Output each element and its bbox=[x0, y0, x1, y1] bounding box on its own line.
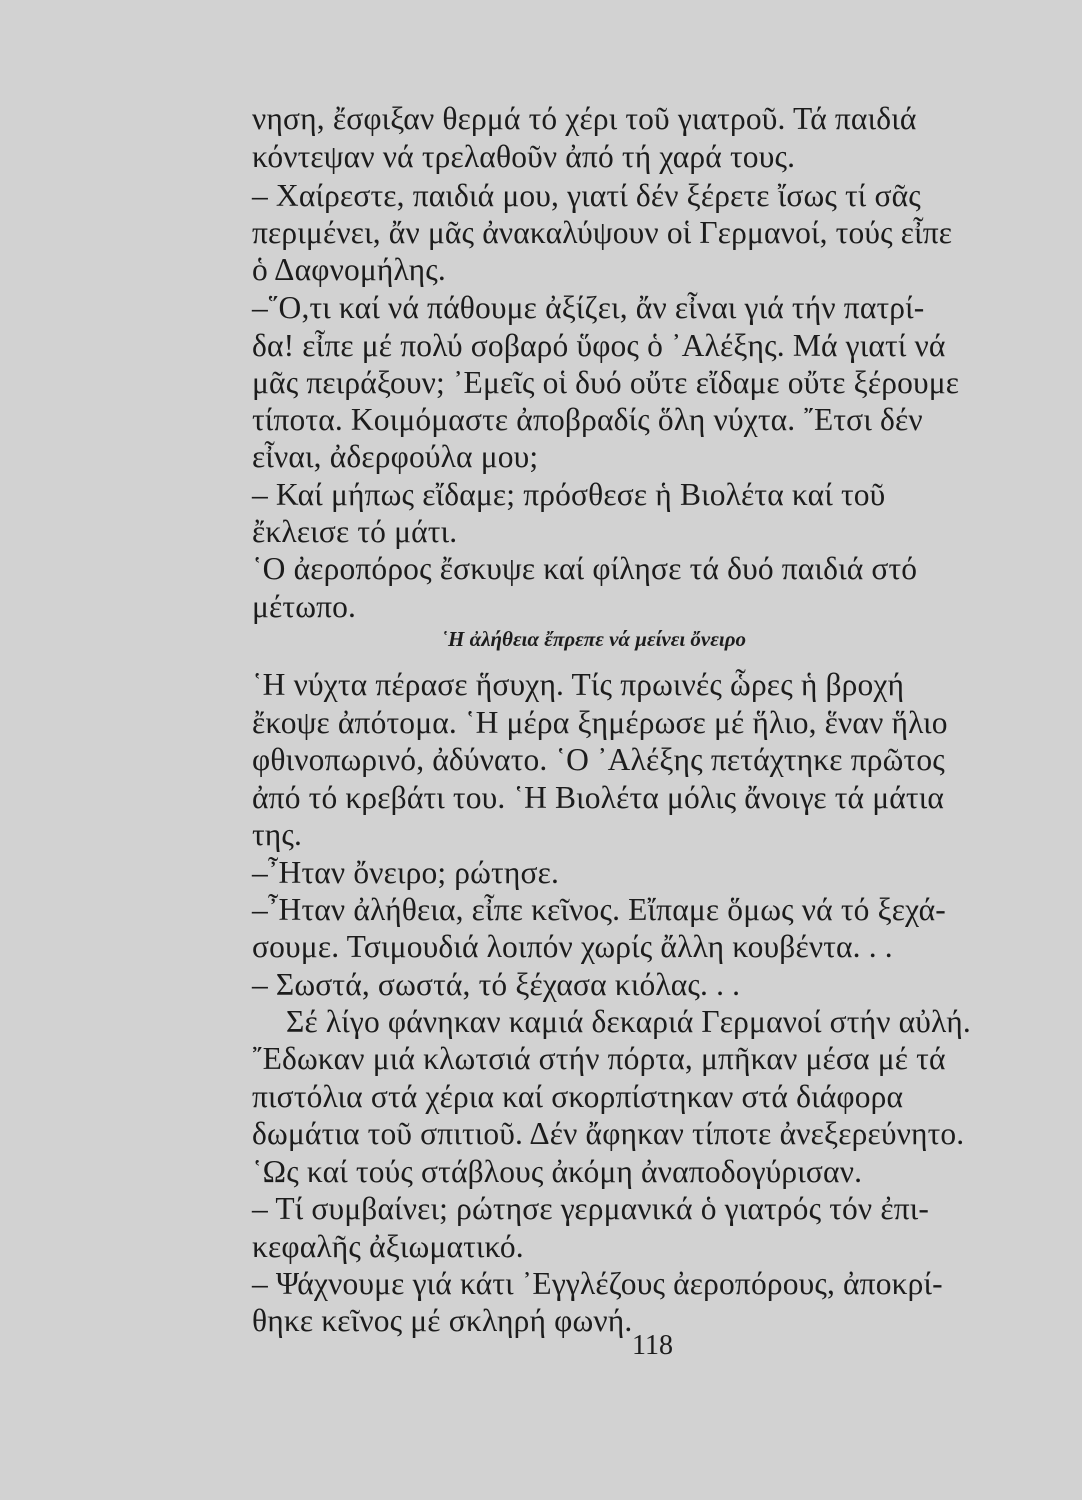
text-line: δωμάτια τοῦ σπιτιοῦ. Δέν ἄφηκαν τίποτε ἀνεξερεύνητο. bbox=[252, 1116, 965, 1151]
text-line: ἀπό τό κρεβάτι του. ῾Η Βιολέτα μόλις ἄνοιγε τά μάτια bbox=[252, 780, 944, 815]
text-line: πιστόλια στά χέρια καί σκορπίστηκαν στά διάφορα bbox=[252, 1079, 904, 1114]
text-line: εἶναι, ἀδερφούλα μου; bbox=[252, 439, 539, 474]
text-line: – Καί μήπως εἴδαμε; πρόσθεσε ἡ Βιολέτα καί τοῦ bbox=[252, 477, 886, 512]
text-line: κεφαλῆς ἀξιωματικό. bbox=[252, 1229, 524, 1264]
text-line: φθινοπωρινό, ἀδύνατο. ῾Ο ᾿Αλέξης πετάχτηκε πρῶτος bbox=[252, 742, 945, 777]
text-line: νηση, ἔσφιξαν θερμά τό χέρι τοῦ γιατροῦ. Τά παιδιά bbox=[252, 101, 917, 136]
text-line: –῏Ηταν ἀλήθεια, εἶπε κεῖνος. Εἴπαμε ὅμως νά τό ξεχά- bbox=[252, 892, 946, 927]
text-line: ὁ Δαφνομήλης. bbox=[252, 252, 446, 287]
text-line: μέτωπο. bbox=[252, 589, 357, 624]
text-line: τίποτα. Κοιμόμαστε ἀποβραδίς ὅλη νύχτα. ῎Ετσι δέν bbox=[252, 402, 923, 437]
text-line: σουμε. Τσιμουδιά λοιπόν χωρίς ἄλλη κουβέντα. . . bbox=[252, 929, 893, 964]
text-line: ῾Ο ἀεροπόρος ἔσκυψε καί φίλησε τά δυό παιδιά στό bbox=[252, 551, 918, 586]
text-line: ῾Η νύχτα πέρασε ἥσυχη. Τίς πρωινές ὧρες ἡ βροχή bbox=[252, 667, 905, 702]
section-heading: ῾Η ἀλήθεια ἔπρεπε νά μείνει ὄνειρο bbox=[441, 627, 747, 651]
text-line: ῎Εδωκαν μιά κλωτσιά στήν πόρτα, μπῆκαν μέσα μέ τά bbox=[252, 1041, 946, 1076]
text-line: θηκε κεῖνος μέ σκληρή φωνή. bbox=[252, 1303, 633, 1338]
text-line: –῏Ηταν ὄνειρο; ρώτησε. bbox=[252, 855, 560, 890]
text-line: περιμένει, ἄν μᾶς ἀνακαλύψουν οἱ Γερμανοί, τούς εἶπε bbox=[252, 215, 953, 250]
page-number: 118 bbox=[632, 1330, 673, 1361]
text-line: της. bbox=[252, 817, 303, 852]
text-line: μᾶς πειράξουν; ᾿Εμεῖς οἱ δυό οὔτε εἴδαμε οὔτε ξέρουμε bbox=[252, 365, 960, 400]
text-line: –῞Ο,τι καί νά πάθουμε ἀξίζει, ἄν εἶναι γιά τήν πατρί- bbox=[252, 290, 925, 325]
text-line: δα! εἶπε μέ πολύ σοβαρό ὕφος ὁ ᾿Αλέξης. Μά γιατί νά bbox=[252, 328, 946, 363]
text-line: κόντεψαν νά τρελαθοῦν ἀπό τή χαρά τους. bbox=[252, 139, 796, 174]
text-line: – Τί συμβαίνει; ρώτησε γερμανικά ὁ γιατρός τόν ἐπι- bbox=[252, 1191, 930, 1226]
text-line: – Ψάχνουμε γιά κάτι ᾿Εγγλέζους ἀεροπόρους, ἀποκρί- bbox=[252, 1266, 943, 1301]
text-line: Σέ λίγο φάνηκαν καμιά δεκαριά Γερμανοί στήν αὐλή. bbox=[286, 1004, 971, 1039]
text-line: ἔκοψε ἀπότομα. ῾Η μέρα ξημέρωσε μέ ἥλιο, ἕναν ἥλιο bbox=[252, 705, 948, 740]
text-line: ῾Ως καί τούς στάβλους ἀκόμη ἀναποδογύρισαν. bbox=[252, 1154, 863, 1189]
text-line: – Σωστά, σωστά, τό ξέχασα κιόλας. . . bbox=[252, 967, 741, 1002]
text-line: – Χαίρεστε, παιδιά μου, γιατί δέν ξέρετε ἴσως τί σᾶς bbox=[252, 178, 921, 213]
text-line: ἔκλεισε τό μάτι. bbox=[252, 514, 458, 549]
